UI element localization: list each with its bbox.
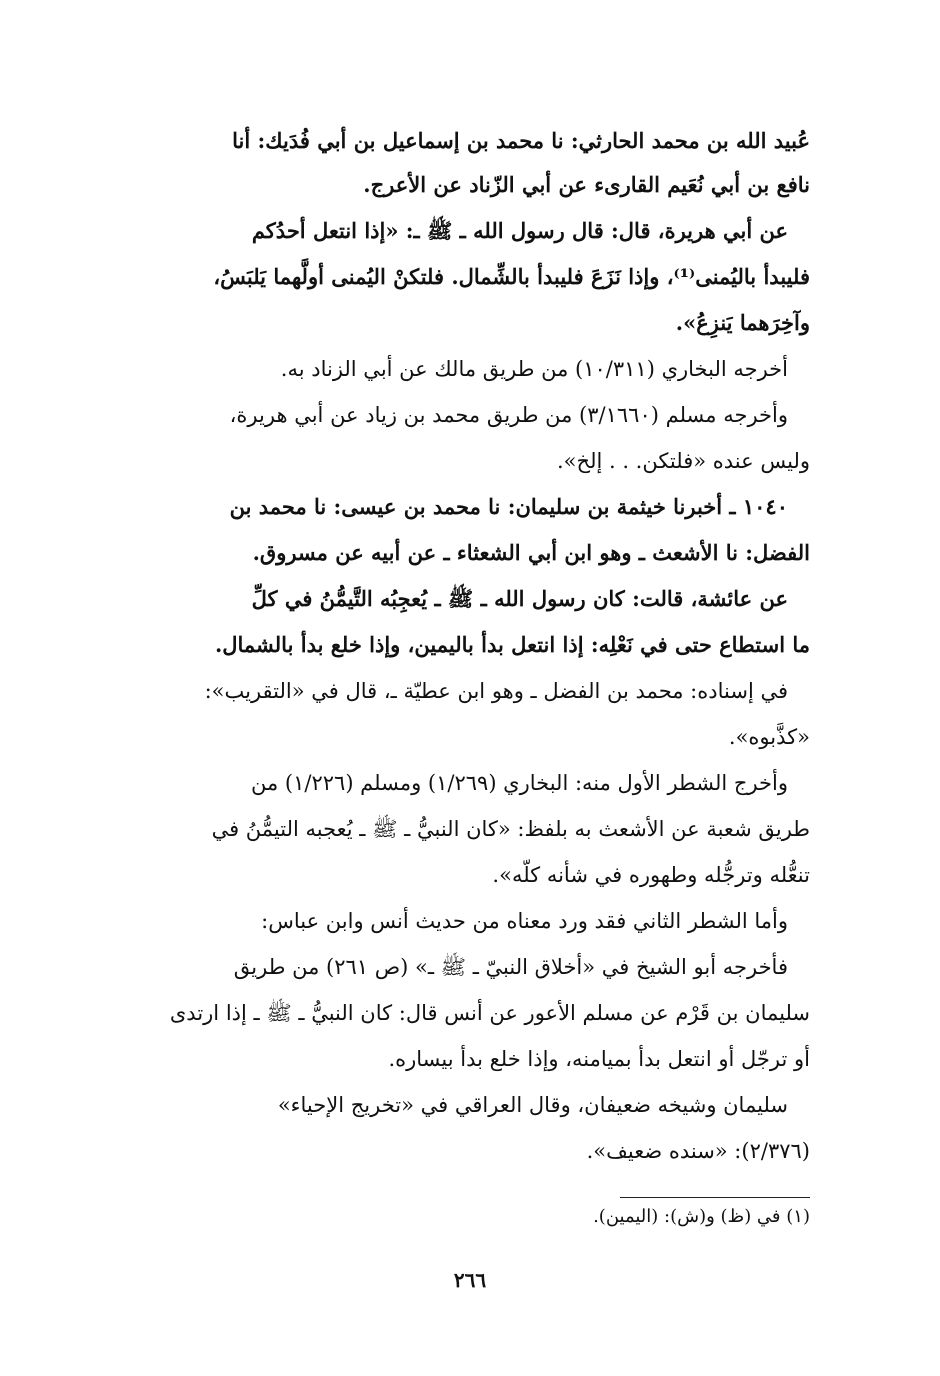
text-line: وأخرجه مسلم (٣/١٦٦٠) من طريق محمد بن زياد عن أبي هريرة،: [229, 403, 788, 427]
text-line: ما استطاع حتى في نَعْلِه: إذا انتعل بدأ باليمين، وإذا خلع بدأ بالشمال.: [214, 632, 810, 657]
page-number: ٢٦٦: [453, 1268, 487, 1292]
text-line: وأخرج الشطر الأول منه: البخاري (١/٢٦٩) ومسلم (١/٢٢٦) من: [251, 771, 788, 795]
footnote: (١) في (ظ) و(ش): (اليمين).: [593, 1206, 810, 1227]
text-line: عُبيد الله بن محمد الحارثي: نا محمد بن إسماعيل بن أبي فُدَيك: أنا: [232, 128, 810, 153]
text-line: فليبدأ باليُمنى⁽¹⁾، وإذا نَزَعَ فليبدأ بالشِّمال. فلتكنْ اليُمنى أولَّهما يَلبَسُ،: [213, 264, 810, 289]
text-line: «كذَّبوه».: [728, 725, 810, 749]
text-line: (٢/٣٧٦): «سنده ضعيف».: [586, 1139, 810, 1163]
text-line: سليمان بن قَرْم عن مسلم الأعور عن أنس قال: كان النبيُّ ـ ﷺ ـ إذا ارتدى: [169, 1001, 810, 1025]
text-line: وآخِرَهما يَنزِعُ».: [675, 310, 810, 335]
text-line: ١٠٤٠ ـ أخبرنا خيثمة بن سليمان: نا محمد بن عيسى: نا محمد بن: [229, 494, 788, 519]
text-line: سليمان وشيخه ضعيفان، وقال العراقي في «تخريج الإحياء»: [277, 1093, 788, 1117]
text-line: عن أبي هريرة، قال: قال رسول الله ـ ﷺ ـ: «إذا انتعل أحدُكم: [251, 218, 788, 243]
text-line: فأخرجه أبو الشيخ في «أخلاق النبيّ ـ ﷺ ـ» (ص ٢٦١) من طريق: [233, 955, 788, 979]
footnote-divider: [620, 1197, 810, 1198]
text-line: في إسناده: محمد بن الفضل ـ وهو ابن عطيّة ـ، قال في «التقريب»:: [204, 679, 788, 703]
text-line: وأما الشطر الثاني فقد ورد معناه من حديث أنس وابن عباس:: [261, 909, 788, 933]
text-line: أو ترجّل أو انتعل بدأ بميامنه، وإذا خلع بدأ بيساره.: [388, 1047, 810, 1071]
text-line: طريق شعبة عن الأشعث به بلفظ: «كان النبيُّ ـ ﷺ ـ يُعجبه التيمُّنُ في: [211, 817, 810, 841]
text-line: نافع بن أبي نُعَيم القارىء عن أبي الزّناد عن الأعرج.: [363, 172, 810, 197]
text-line: أخرجه البخاري (١٠/٣١١) من طريق مالك عن أبي الزناد به.: [280, 357, 788, 381]
text-line: عن عائشة، قالت: كان رسول الله ـ ﷺ ـ يُعجِبُه التَّيمُّنُ في كلِّ: [251, 586, 788, 611]
text-line: الفضل: نا الأشعث ـ وهو ابن أبي الشعثاء ـ عن أبيه عن مسروق.: [252, 540, 810, 565]
text-line: تنعُّله وترجُّله وطهوره في شأنه كلّه».: [492, 863, 810, 887]
text-line: وليس عنده «فلتكن. . . إلخ».: [556, 449, 810, 473]
